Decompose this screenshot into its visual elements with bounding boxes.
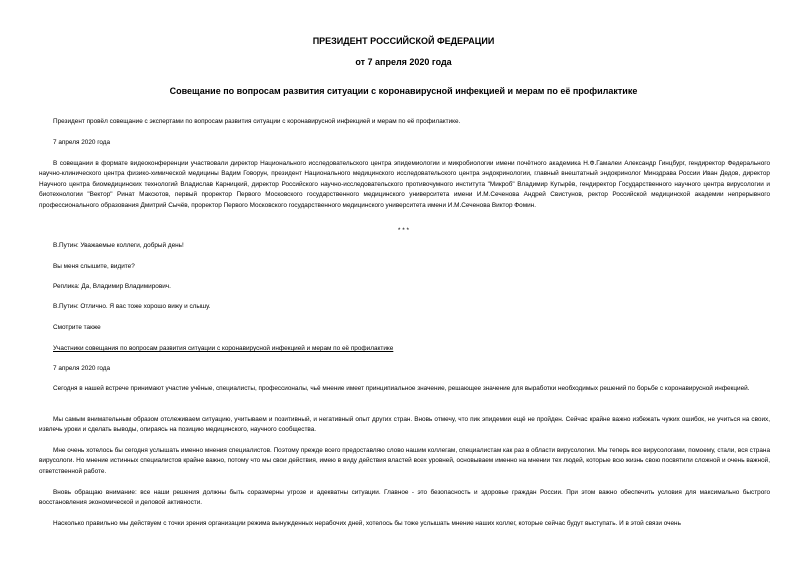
participants-paragraph: В совещании в формате видеоконференции участвовали директор Национального исследовательского центра эпидемиологии и микробиологии имени почётного академика Н.Ф.Гамалеи Александр Гинцбург, гендиректор Федерального научно-клинического центра физико-химической медицины Вадим Говорун, президент Национального медицинского исследовательского центра эндокринологии, главный внештатный эндокринолог Минздрава России Иван Дедов, директор Научного центра биомедицинских технологий Владислав Карницкий, директор Российского научно-исследовательского противочумного института "Микроб" Владимир Кутырёв, гендиректор Государственного научного центра вирусологии и биотехнологии "Вектор" Ринат Максютов, первый проректор Первого Московского государственного медицинского университета имени И.М.Сеченова Андрей Свистунов, ректор Российской медицинской академии непрерывного профессионального образования Дмитрий Сычёв, проректор Первого Московского государственного медицинского университета имени И.М.Сеченова Виктор Фомин. <box>39 160 770 209</box>
reply-line: Реплика: Да, Владимир Владимирович. <box>53 283 171 290</box>
document-title: ПРЕЗИДЕНТ РОССИЙСКОЙ ФЕДЕРАЦИИ <box>312 36 495 46</box>
speech-line-3: В.Путин: Отлично. Я вас тоже хорошо вижу и слышу. <box>53 303 211 310</box>
speech-line-2: Вы меня слышите, видите? <box>53 263 135 270</box>
date-line-2: 7 апреля 2020 года <box>53 365 111 372</box>
paragraph-3: Мне очень хотелось бы сегодня услышать именно мнения специалистов. Поэтому прежде всего предоставляю слово нашим коллегам, специалистам как раз в области вирусологии. Мы теперь все вирусологами, помоему, стали, вся страна вирусологи. Но мнение истинных специалистов крайне важно, потому что мы свои действия, имею в виду действия властей всех уровней, основываем именно на мнении тех людей, которые всю жизнь свою посвятили сложной и очень важной, ответственной работе. <box>39 447 770 475</box>
participants-link-line <box>39 344 770 354</box>
see-also-label: Смотрите также <box>53 324 101 331</box>
date-line: 7 апреля 2020 года <box>53 139 111 146</box>
participants-link[interactable]: Участники совещания по вопросам развития ситуации с коронавирусной инфекцией и мерам по её профилактике <box>53 345 394 352</box>
document-subject: Совещание по вопросам развития ситуации с коронавирусной инфекцией и мерам по её профилактике <box>169 86 638 96</box>
paragraph-1: Сегодня в нашей встрече принимают участие учёные, специалисты, профессионалы, чьё мнение имеет принципиальное значение, решающее значение для выработки необходимых решений по борьбе с коронавирусной инфекцией. <box>53 385 750 392</box>
paragraph-4: Вновь обращаю внимание: все наши решения должны быть соразмерны угрозе и адекватны ситуации. Главное - это безопасность и здоровье граждан России. При этом важно обеспечить условия для максимально быстрого восстановления экономической и деловой активности. <box>39 489 770 507</box>
document-date: от 7 апреля 2020 года <box>355 57 452 67</box>
section-separator: * * * <box>397 227 410 234</box>
intro-paragraph: Президент провёл совещание с экспертами по вопросам развития ситуации с коронавирусной инфекцией и мерам по её профилактике. <box>53 118 461 125</box>
paragraph-5: Насколько правильно мы действуем с точки зрения организации режима вынужденных нерабочих дней, хотелось бы тоже услышать мнение наших коллег, которые сейчас будут выступать. И в этой связи очень <box>53 520 681 527</box>
paragraph-2: Мы самым внимательным образом отслеживаем ситуацию, учитываем и позитивный, и негативный опыт других стран. Вновь отмечу, что пик эпидемии ещё не пройден. Сейчас крайне важно избежать чужих ошибок, не учиться на своих, извлечь уроки и сделать выводы, опираясь на позицию медицинского, научного сообщества. <box>39 416 770 434</box>
speech-line-1: В.Путин: Уважаемые коллеги, добрый день! <box>53 242 184 249</box>
